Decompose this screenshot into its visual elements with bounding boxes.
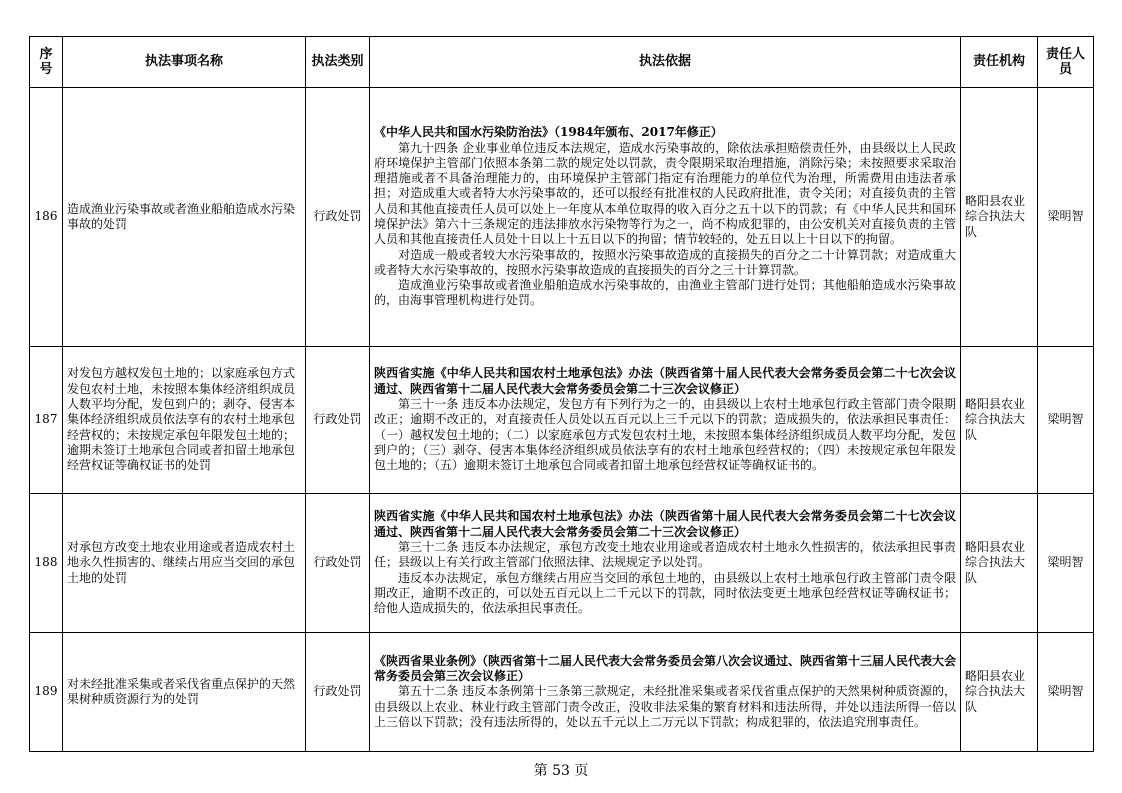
header-person: 责任人员 bbox=[1038, 37, 1094, 88]
row-basis bbox=[370, 88, 961, 347]
law-paragraph: 第九十四条 企业事业单位违反本法规定，造成水污染事故的，除依法承担赔偿责任外，由县级以上人民政府环境保护主管部门依照本条第二款的规定处以罚款，责令限期采取治理措施，消除污染；未按照要求采取治理措施或者不具备治理能力的，由环境保护主管部门指定有治理能力的单位代为治理，所需费用由违法者承担；对造成重大或者特大水污染事故的，还可以报经有批准权的人民政府批准，责令关闭；对直接负责的主管人员和其他直接责任人员可以处上一年度从本单位取得的收入百分之五十以下的罚款；有《中华人民共和国环境保护法》第六十三条规定的违法排放水污染物等行为之一，尚不构成犯罪的，由公安机关对直接负责的主管人员和其他直接责任人员处十日以上十五日以下的拘留；情节较轻的，处五日以上十日以下的拘留。 bbox=[374, 140, 956, 247]
law-paragraph: 对造成一般或者较大水污染事故的，按照水污染事故造成的直接损失的百分之二十计算罚款；对造成重大或者特大水污染事故的，按照水污染事故造成的直接损失的百分之三十计算罚款。 bbox=[374, 247, 956, 277]
row-basis bbox=[370, 494, 961, 633]
row-basis bbox=[370, 633, 961, 752]
law-paragraph: 第五十二条 违反本条例第十三条第三款规定，未经批准采集或者采伐省重点保护的天然果树种质资源的，由县级以上农业、林业行政主管部门责令改正，没收非法采集的繁育材料和违法所得，并处以违法所得一倍以上三倍以下罚款；没有违法所得的，处以五千元以上二万元以下罚款；构成犯罪的，依法追究刑事责任。 bbox=[374, 684, 956, 729]
row-item-name: 对发包方越权发包土地的；以家庭承包方式发包农村土地，未按照本集体经济组织成员人数平均分配，发包到户的；剥夺、侵害本集体经济组织成员依法享有的农村土地承包经营权的；未按规定承包年限发包土地的；逾期未签订土地承包合同或者扣留土地承包经营权证等确权证书的处罚 bbox=[63, 347, 306, 494]
row-agency: 略阳县农业综合执法大队 bbox=[961, 633, 1038, 752]
row-number: 188 bbox=[30, 494, 63, 633]
table-row bbox=[30, 88, 1094, 347]
row-basis bbox=[370, 347, 961, 494]
row-item-name: 造成渔业污染事故或者渔业船舶造成水污染事故的处罚 bbox=[63, 88, 306, 347]
law-title: 《中华人民共和国水污染防治法》（1984年颁布、2017年修正） bbox=[374, 125, 723, 140]
row-agency: 略阳县农业综合执法大队 bbox=[961, 88, 1038, 347]
header-item-name: 执法事项名称 bbox=[63, 37, 306, 88]
row-category: 行政处罚 bbox=[306, 494, 370, 633]
row-agency: 略阳县农业综合执法大队 bbox=[961, 494, 1038, 633]
row-number: 189 bbox=[30, 633, 63, 752]
header-basis: 执法依据 bbox=[370, 37, 961, 88]
header-number: 序号 bbox=[30, 37, 63, 88]
row-person: 梁明智 bbox=[1038, 88, 1094, 347]
row-category: 行政处罚 bbox=[306, 347, 370, 494]
row-person: 梁明智 bbox=[1038, 633, 1094, 752]
law-paragraph: 违反本办法规定，承包方继续占用应当交回的承包土地的，由县级以上农村土地承包行政主管部门责令限期改正，逾期不改正的，可以处五百元以上二千元以下的罚款，同时依法变更土地承包经营权证等确权证书；给他人造成损失的，依法承担民事责任。 bbox=[374, 570, 956, 616]
law-paragraph: 造成渔业污染事故或者渔业船舶造成水污染事故的，由渔业主管部门进行处罚；其他船舶造成水污染事故的，由海事管理机构进行处罚。 bbox=[374, 278, 956, 308]
row-item-name: 对未经批准采集或者采伐省重点保护的天然果树种质资源行为的处罚 bbox=[63, 633, 306, 752]
page-number: 第 53 页 bbox=[533, 763, 589, 779]
law-title: 《陕西省果业条例》（陕西省第十二届人民代表大会常务委员会第八次会议通过、陕西省第十三届人民代表大会常务委员会第三次会议修正） bbox=[374, 653, 957, 684]
row-person: 梁明智 bbox=[1038, 494, 1094, 633]
header-row bbox=[30, 37, 1094, 88]
row-category: 行政处罚 bbox=[306, 633, 370, 752]
table-row bbox=[30, 494, 1094, 633]
law-title: 陕西省实施《中华人民共和国农村土地承包法》办法（陕西省第十届人民代表大会常务委员会第二十七次会议通过、陕西省第十二届人民代表大会常务委员会第二十三次会议修正） bbox=[374, 366, 956, 396]
row-person: 梁明智 bbox=[1038, 347, 1094, 494]
law-paragraph: 第三十二条 违反本办法规定，承包方改变土地农业用途或者造成农村土地永久性损害的，依法承担民事责任；县级以上有关行政主管部门依照法律、法规规定予以处罚。 bbox=[374, 540, 956, 570]
header-agency: 责任机构 bbox=[961, 37, 1038, 88]
table-row bbox=[30, 633, 1094, 752]
row-item-name: 对承包方改变土地农业用途或者造成农村土地永久性损害的、继续占用应当交回的承包土地的处罚 bbox=[63, 494, 306, 633]
row-agency: 略阳县农业综合执法大队 bbox=[961, 347, 1038, 494]
row-category: 行政处罚 bbox=[306, 88, 370, 347]
table-row bbox=[30, 347, 1094, 494]
row-number: 186 bbox=[30, 88, 63, 347]
header-category: 执法类别 bbox=[306, 37, 370, 88]
law-paragraph: 第三十一条 违反本办法规定，发包方有下列行为之一的，由县级以上农村土地承包行政主管部门责令限期改正；逾期不改正的，对直接责任人员处以五百元以上三千元以下的罚款；造成损失的，依法承担民事责任：（一）越权发包土地的；（二）以家庭承包方式发包农村土地，未按照本集体经济组织成员人数平均分配，发包到户的；（三）剥夺、侵害本集体经济组织成员依法享有的农村土地承包经营权的；（四）未按规定承包年限发包土地的；（五）逾期未签订土地承包合同或者扣留土地承包经营权证等确权证书的。 bbox=[374, 397, 957, 473]
row-number: 187 bbox=[30, 347, 63, 494]
law-enforcement-table bbox=[29, 36, 1094, 752]
law-title: 陕西省实施《中华人民共和国农村土地承包法》办法（陕西省第十届人民代表大会常务委员会第二十七次会议通过、陕西省第十二届人民代表大会常务委员会第二十三次会议修正） bbox=[374, 509, 956, 539]
